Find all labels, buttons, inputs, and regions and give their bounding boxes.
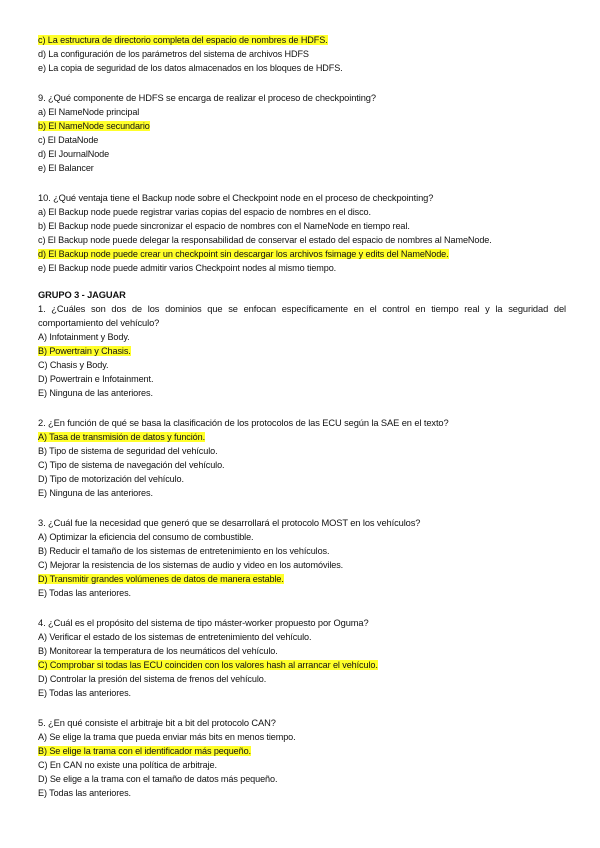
answer-option [38,205,566,219]
answer-option [38,161,566,175]
answer-option-text: A) Infotainment y Body. [38,332,130,342]
answer-option-text: B) Tipo de sistema de seguridad del vehículo. [38,446,218,456]
answer-option-text: E) Ninguna de las anteriores. [38,388,153,398]
answer-option-correct-text: d) El Backup node puede crear un checkpoint sin descargar los archivos fsimage y edits del NameNode. [38,249,449,259]
answer-option-text: a) El Backup node puede registrar varias copias del espacio de nombres en el disco. [38,207,371,217]
answer-option [38,358,566,372]
answer-option [38,558,566,572]
answer-option-text: C) Mejorar la resistencia de los sistemas de audio y video en los automóviles. [38,560,344,570]
answer-option [38,586,566,600]
answer-option [38,672,566,686]
answer-option [38,486,566,500]
answer-option-correct-text: D) Transmitir grandes volúmenes de datos de manera estable. [38,574,284,584]
answer-option-text: E) Todas las anteriores. [38,588,131,598]
answer-option [38,147,566,161]
answer-option [38,133,566,147]
answer-option-correct [38,744,566,758]
answer-option [38,372,566,386]
answer-option-text: c) El DataNode [38,135,99,145]
answer-option-text: b) El Backup node puede sincronizar el espacio de nombres con el NameNode en tiempo real. [38,221,410,231]
answer-option-text: D) Se elige a la trama con el tamaño de datos más pequeño. [38,774,278,784]
answer-option-correct-text: B) Se elige la trama con el identificador más pequeño. [38,746,251,756]
group-title-text: GRUPO 3 - JAGUAR [38,290,126,300]
answer-option [38,772,566,786]
question-text: 4. ¿Cuál es el propósito del sistema de tipo máster-worker propuesto por Oguma? [38,618,369,628]
answer-option-correct [38,247,566,261]
answer-option [38,261,566,275]
answer-option-correct [38,430,566,444]
question-text: 10. ¿Qué ventaja tiene el Backup node sobre el Checkpoint node en el proceso de checkpointing? [38,193,434,203]
answer-option-text: B) Monitorear la temperatura de los neumáticos del vehículo. [38,646,278,656]
answer-option [38,686,566,700]
answer-option-correct [38,572,566,586]
answer-option-text: E) Todas las anteriores. [38,688,131,698]
answer-option [38,233,566,247]
group-title [38,288,566,302]
answer-option [38,444,566,458]
answer-option-correct-text: b) El NameNode secundario [38,121,150,131]
answer-option-text: D) Powertrain e Infotainment. [38,374,154,384]
spacer [38,175,566,191]
answer-option-text: A) Verificar el estado de los sistemas de entretenimiento del vehículo. [38,632,312,642]
answer-option [38,458,566,472]
answer-option-text: D) Controlar la presión del sistema de frenos del vehículo. [38,674,267,684]
question-text: 5. ¿En qué consiste el arbitraje bit a bit del protocolo CAN? [38,718,276,728]
answer-option-text: E) Ninguna de las anteriores. [38,488,153,498]
answer-option-text: e) El Backup node puede admitir varios Checkpoint nodes al mismo tiempo. [38,263,337,273]
spacer [38,75,566,91]
spacer [38,400,566,416]
question [38,716,566,730]
answer-option-text: d) La configuración de los parámetros del sistema de archivos HDFS [38,49,309,59]
answer-option-correct-text: c) La estructura de directorio completa del espacio de nombres de HDFS. [38,35,328,45]
spacer [38,275,566,288]
answer-option-correct [38,658,566,672]
answer-option-text: A) Optimizar la eficiencia del consumo de combustible. [38,532,254,542]
answer-option-text: C) En CAN no existe una política de arbitraje. [38,760,217,770]
answer-option-correct-text: C) Comprobar si todas las ECU coinciden con los valores hash al arrancar el vehículo. [38,660,378,670]
answer-option [38,330,566,344]
answer-option [38,530,566,544]
answer-option [38,630,566,644]
question [38,302,566,330]
question [38,616,566,630]
answer-option [38,61,566,75]
question [38,416,566,430]
answer-option [38,644,566,658]
answer-option-correct [38,119,566,133]
answer-option-correct [38,344,566,358]
answer-option [38,730,566,744]
answer-option-text: c) El Backup node puede delegar la responsabilidad de conservar el estado del espacio de nombres al NameNode. [38,235,492,245]
question [38,91,566,105]
answer-option-text: C) Chasis y Body. [38,360,109,370]
answer-option-correct [38,33,566,47]
answer-option [38,219,566,233]
question-text: 3. ¿Cuál fue la necesidad que generó que se desarrollará el protocolo MOST en los vehículos? [38,518,421,528]
question [38,516,566,530]
answer-option [38,786,566,800]
spacer [38,500,566,516]
question-text: 2. ¿En función de qué se basa la clasificación de los protocolos de las ECU según la SAE en el texto? [38,418,449,428]
answer-option-text: e) El Balancer [38,163,94,173]
spacer [38,600,566,616]
answer-option [38,472,566,486]
answer-option-text: E) Todas las anteriores. [38,788,131,798]
answer-option-correct-text: A) Tasa de transmisión de datos y función. [38,432,205,442]
answer-option-text: d) El JournalNode [38,149,110,159]
answer-option [38,758,566,772]
answer-option-text: e) La copia de seguridad de los datos almacenados en los bloques de HDFS. [38,63,343,73]
question-text: 9. ¿Qué componente de HDFS se encarga de realizar el proceso de checkpointing? [38,93,376,103]
spacer [38,700,566,716]
answer-option [38,544,566,558]
answer-option [38,105,566,119]
answer-option-text: A) Se elige la trama que pueda enviar más bits en menos tiempo. [38,732,296,742]
answer-option-text: a) El NameNode principal [38,107,140,117]
answer-option-text: D) Tipo de motorización del vehículo. [38,474,184,484]
answer-option [38,386,566,400]
question-text: 1. ¿Cuáles son dos de los dominios que se enfocan específicamente en el control en tiempo real y la seguridad del comportamiento del vehículo? [38,304,566,328]
answer-option-text: C) Tipo de sistema de navegación del vehículo. [38,460,225,470]
question [38,191,566,205]
answer-option-correct-text: B) Powertrain y Chasis. [38,346,131,356]
answer-option [38,47,566,61]
answer-option-text: B) Reducir el tamaño de los sistemas de entretenimiento en los vehículos. [38,546,330,556]
